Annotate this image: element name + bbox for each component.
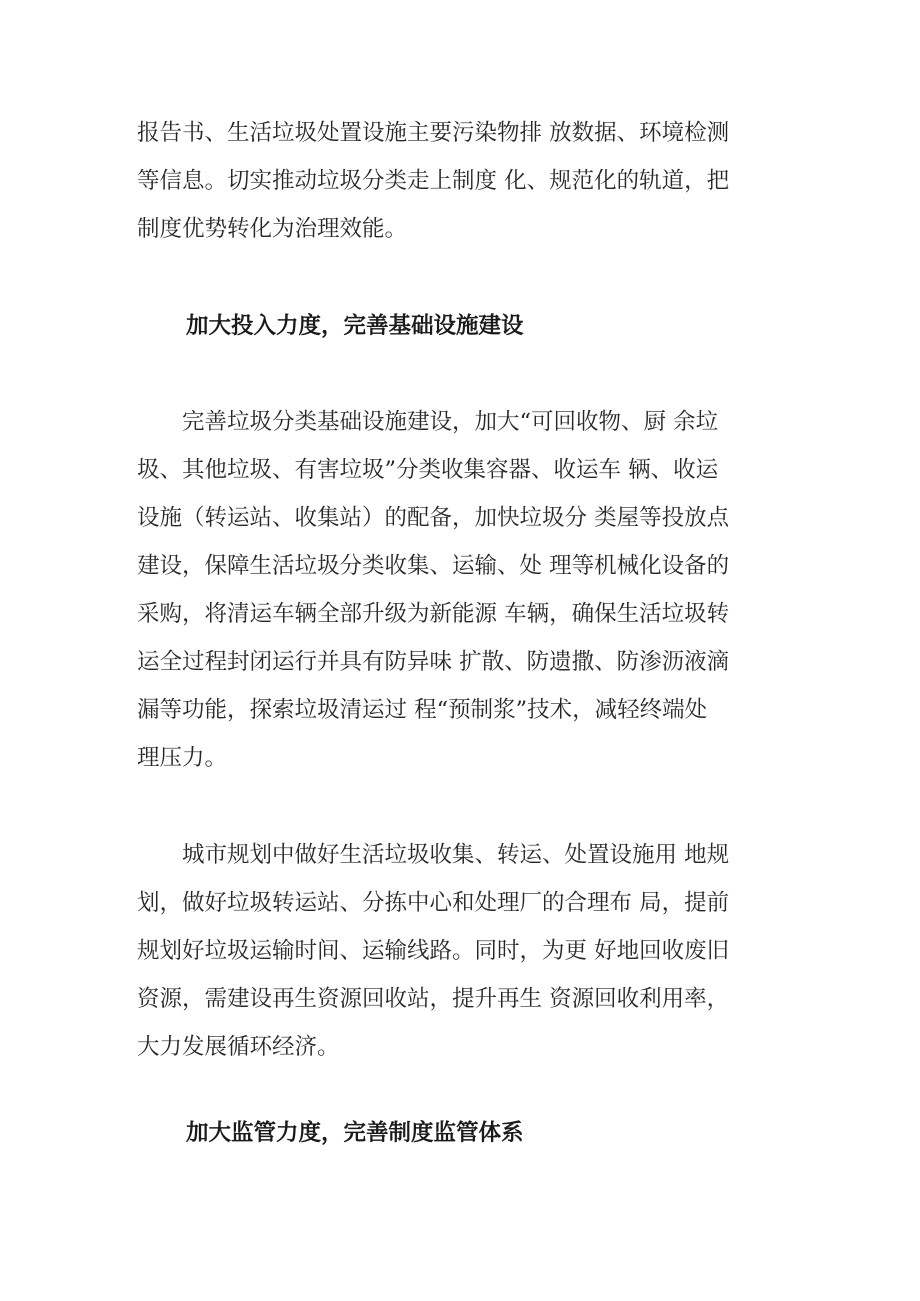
- paragraph-line: 建设，保障生活垃圾分类收集、运输、处 理等机械化设备的: [137, 553, 730, 579]
- paragraph-line: 采购，将清运车辆全部升级为新能源 车辆，确保生活垃圾转: [137, 601, 730, 627]
- paragraph-line: 规划好垃圾运输时间、运输线路。同时，为更 好地回收废旧: [137, 938, 730, 964]
- intro-line: 等信息。切实推动垃圾分类走上制度 化、规范化的轨道，把: [137, 168, 730, 194]
- intro-line: 制度优势转化为治理效能。: [137, 216, 408, 242]
- paragraph-line: 理压力。: [137, 745, 228, 771]
- section-heading-infrastructure: 加大投入力度，完善基础设施建设: [186, 313, 524, 339]
- paragraph-line: 圾、其他垃圾、有害垃圾”分类收集容器、收运车 辆、收运: [137, 457, 719, 483]
- paragraph-line: 完善垃圾分类基础设施建设，加大“可回收物、厨 余垃: [137, 409, 719, 435]
- intro-line: 报告书、生活垃圾处置设施主要污染物排 放数据、环境检测: [137, 120, 730, 146]
- paragraph-line: 资源，需建设再生资源回收站，提升再生 资源回收利用率，: [137, 986, 730, 1012]
- paragraph-line: 运全过程封闭运行并具有防异味 扩散、防遗撒、防渗沥液滴: [137, 649, 730, 675]
- paragraph-line: 漏等功能，探索垃圾清运过 程“预制浆”技术，减轻终端处: [137, 697, 708, 723]
- paragraph-line: 设施（转运站、收集站）的配备，加快垃圾分 类屋等投放点: [137, 505, 730, 531]
- section-heading-supervision: 加大监管力度，完善制度监管体系: [186, 1120, 524, 1146]
- paragraph-line: 划，做好垃圾转运站、分拣中心和处理厂的合理布 局，提前: [137, 890, 730, 916]
- paragraph-line: 大力发展循环经济。: [137, 1034, 340, 1060]
- paragraph-line: 城市规划中做好生活垃圾收集、转运、处置设施用 地规: [137, 842, 730, 868]
